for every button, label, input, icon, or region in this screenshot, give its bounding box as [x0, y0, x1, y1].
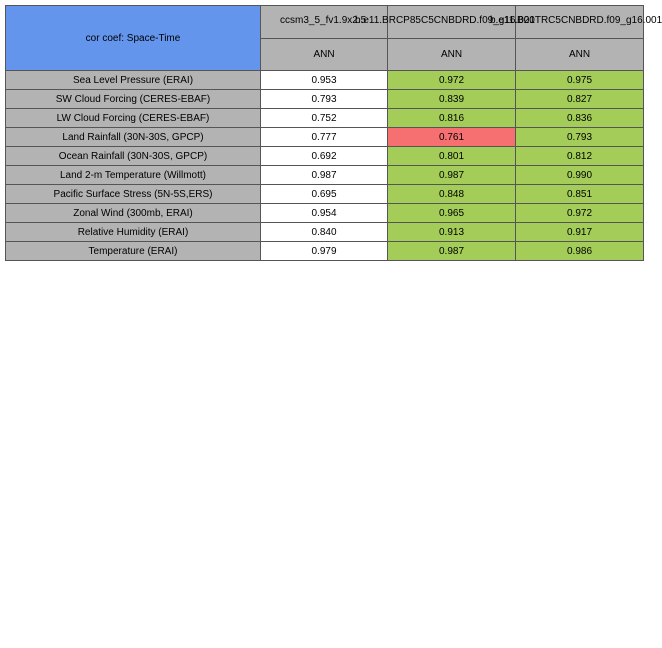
value-cell: 0.840: [261, 223, 388, 242]
value-cell: 0.972: [388, 71, 516, 90]
value-cell: 0.827: [516, 90, 644, 109]
variable-label: Zonal Wind (300mb, ERAI): [6, 204, 261, 223]
season-header-3: ANN: [516, 38, 644, 71]
value-cell: 0.987: [388, 242, 516, 261]
value-cell: 0.986: [516, 242, 644, 261]
value-cell: 0.953: [261, 71, 388, 90]
table-body: [6, 71, 644, 261]
variable-label: SW Cloud Forcing (CERES-EBAF): [6, 90, 261, 109]
value-cell: 0.777: [261, 128, 388, 147]
table-row: [6, 90, 644, 109]
table-row: [6, 147, 644, 166]
variable-label: Temperature (ERAI): [6, 242, 261, 261]
value-cell: 0.972: [516, 204, 644, 223]
value-cell: 0.954: [261, 204, 388, 223]
variable-label: Sea Level Pressure (ERAI): [6, 71, 261, 90]
value-cell: 0.793: [516, 128, 644, 147]
variable-label: Relative Humidity (ERAI): [6, 223, 261, 242]
value-cell: 0.761: [388, 128, 516, 147]
variable-label: Land 2-m Temperature (Willmott): [6, 166, 261, 185]
value-cell: 0.975: [516, 71, 644, 90]
value-cell: 0.839: [388, 90, 516, 109]
table-row: [6, 128, 644, 147]
case-name-3: b.e11.B20TRC5CNBDRD.f09_g16.001: [490, 15, 662, 27]
metrics-table: [5, 5, 662, 261]
table-row: [6, 223, 644, 242]
table-row: [6, 204, 644, 223]
variable-label: Ocean Rainfall (30N-30S, GPCP): [6, 147, 261, 166]
value-cell: 0.987: [261, 166, 388, 185]
value-cell: 0.979: [261, 242, 388, 261]
value-cell: 0.990: [516, 166, 644, 185]
value-cell: 0.692: [261, 147, 388, 166]
table-row: [6, 166, 644, 185]
table-row: [6, 242, 644, 261]
table-title: cor coef: Space-Time: [6, 6, 261, 71]
case-header-3: [490, 6, 662, 39]
variable-label: LW Cloud Forcing (CERES-EBAF): [6, 109, 261, 128]
table-row: [6, 109, 644, 128]
table-row: [6, 71, 644, 90]
season-header-1: ANN: [261, 38, 388, 71]
value-cell: 0.793: [261, 90, 388, 109]
variable-label: Land Rainfall (30N-30S, GPCP): [6, 128, 261, 147]
table-row: [6, 185, 644, 204]
value-cell: 0.851: [516, 185, 644, 204]
value-cell: 0.812: [516, 147, 644, 166]
value-cell: 0.987: [388, 166, 516, 185]
value-cell: 0.816: [388, 109, 516, 128]
value-cell: 0.752: [261, 109, 388, 128]
variable-label: Pacific Surface Stress (5N-5S,ERS): [6, 185, 261, 204]
value-cell: 0.848: [388, 185, 516, 204]
case-name-2: b.e11.BRCP85C5CNBDRD.f09_g16.001: [355, 15, 535, 27]
value-cell: 0.917: [516, 223, 644, 242]
season-header-2: ANN: [388, 38, 516, 71]
value-cell: 0.965: [388, 204, 516, 223]
value-cell: 0.836: [516, 109, 644, 128]
case-name-1: ccsm3_5_fv1.9x2.5: [280, 15, 367, 27]
value-cell: 0.695: [261, 185, 388, 204]
value-cell: 0.801: [388, 147, 516, 166]
case-header-row: [6, 6, 644, 39]
value-cell: 0.913: [388, 223, 516, 242]
